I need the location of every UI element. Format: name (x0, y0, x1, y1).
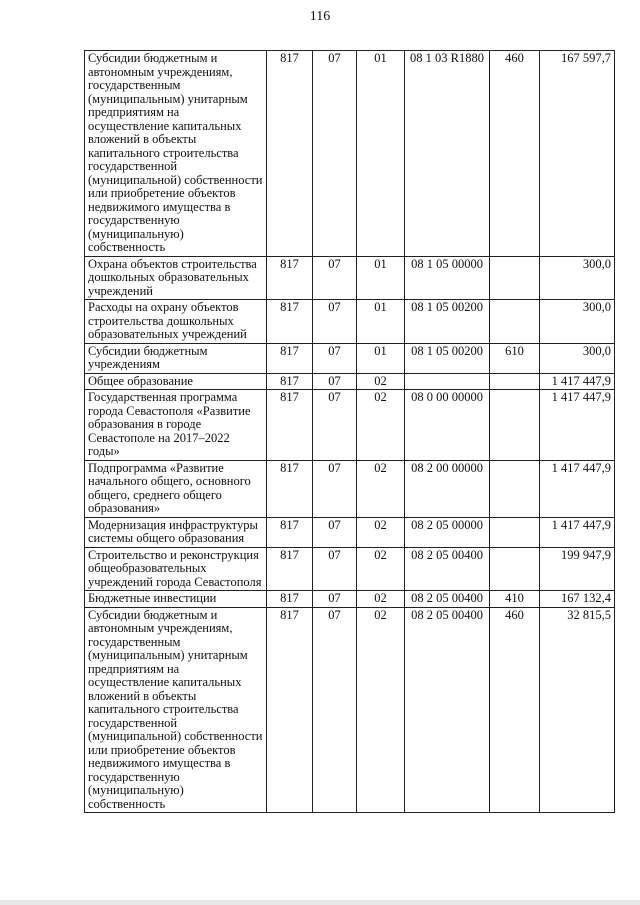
cell-target-article: 08 2 05 00000 (405, 517, 490, 547)
page-number: 116 (309, 9, 331, 24)
cell-ministry-code: 817 (267, 300, 313, 344)
cell-expense-type (490, 373, 540, 390)
cell-ministry-code: 817 (267, 390, 313, 461)
cell-expense-type (490, 300, 540, 344)
table-row (85, 256, 615, 300)
cell-amount: 1 417 447,9 (540, 517, 615, 547)
cell-expense-type: 410 (490, 591, 540, 608)
cell-section-code: 07 (313, 591, 357, 608)
cell-section-code: 07 (313, 517, 357, 547)
table-row (85, 343, 615, 373)
cell-amount: 199 947,9 (540, 547, 615, 591)
cell-subsection-code: 02 (357, 390, 405, 461)
cell-name: Субсидии бюджетным и автономным учреждениям, государственным (муниципальным) унитарным предприятиям на осуществление капитальных вложений в объекты капитального строительства государственной (муниципальной) собственности или приобретение объектов недвижимого имущества в государственную (муниципальную) собственность (85, 607, 267, 813)
cell-amount: 1 417 447,9 (540, 390, 615, 461)
scan-bottom-edge (0, 900, 640, 905)
table-row (85, 607, 615, 813)
budget-table (84, 50, 615, 813)
cell-ministry-code: 817 (267, 373, 313, 390)
cell-name: Охрана объектов строительства дошкольных образовательных учреждений (85, 256, 267, 300)
table-row (85, 300, 615, 344)
cell-ministry-code: 817 (267, 547, 313, 591)
cell-expense-type (490, 256, 540, 300)
cell-target-article: 08 2 05 00400 (405, 591, 490, 608)
cell-amount: 32 815,5 (540, 607, 615, 813)
cell-expense-type: 460 (490, 51, 540, 257)
cell-name: Расходы на охрану объектов строительства дошкольных образовательных учреждений (85, 300, 267, 344)
cell-expense-type: 460 (490, 607, 540, 813)
cell-amount: 1 417 447,9 (540, 460, 615, 517)
cell-section-code: 07 (313, 547, 357, 591)
cell-target-article: 08 0 00 00000 (405, 390, 490, 461)
cell-amount: 300,0 (540, 300, 615, 344)
cell-subsection-code: 01 (357, 343, 405, 373)
cell-ministry-code: 817 (267, 460, 313, 517)
cell-section-code: 07 (313, 390, 357, 461)
cell-name: Строительство и реконструкция общеобразовательных учреждений города Севастополя (85, 547, 267, 591)
cell-target-article: 08 1 05 00200 (405, 343, 490, 373)
cell-amount: 300,0 (540, 343, 615, 373)
cell-ministry-code: 817 (267, 607, 313, 813)
table-row (85, 460, 615, 517)
cell-subsection-code: 01 (357, 300, 405, 344)
cell-name: Модернизация инфраструктуры системы общего образования (85, 517, 267, 547)
cell-expense-type (490, 460, 540, 517)
cell-subsection-code: 02 (357, 373, 405, 390)
cell-ministry-code: 817 (267, 591, 313, 608)
cell-name: Бюджетные инвестиции (85, 591, 267, 608)
cell-name: Подпрограмма «Развитие начального общего, основного общего, среднего общего образования» (85, 460, 267, 517)
cell-subsection-code: 01 (357, 51, 405, 257)
cell-amount: 167 132,4 (540, 591, 615, 608)
cell-section-code: 07 (313, 373, 357, 390)
cell-section-code: 07 (313, 460, 357, 517)
cell-name: Субсидии бюджетным учреждениям (85, 343, 267, 373)
cell-section-code: 07 (313, 51, 357, 257)
cell-expense-type (490, 517, 540, 547)
cell-ministry-code: 817 (267, 51, 313, 257)
cell-subsection-code: 02 (357, 547, 405, 591)
cell-amount: 1 417 447,9 (540, 373, 615, 390)
cell-amount: 300,0 (540, 256, 615, 300)
table-row (85, 517, 615, 547)
cell-name: Государственная программа города Севастополя «Развитие образования в городе Севастополе на 2017–2022 годы» (85, 390, 267, 461)
cell-expense-type: 610 (490, 343, 540, 373)
cell-target-article (405, 373, 490, 390)
cell-section-code: 07 (313, 607, 357, 813)
cell-subsection-code: 02 (357, 607, 405, 813)
table-row (85, 390, 615, 461)
cell-name: Общее образование (85, 373, 267, 390)
table-row (85, 547, 615, 591)
cell-ministry-code: 817 (267, 256, 313, 300)
cell-subsection-code: 01 (357, 256, 405, 300)
table-row (85, 591, 615, 608)
cell-target-article: 08 1 03 R1880 (405, 51, 490, 257)
cell-section-code: 07 (313, 256, 357, 300)
cell-ministry-code: 817 (267, 517, 313, 547)
cell-subsection-code: 02 (357, 460, 405, 517)
table-row (85, 373, 615, 390)
cell-target-article: 08 1 05 00000 (405, 256, 490, 300)
cell-subsection-code: 02 (357, 517, 405, 547)
cell-target-article: 08 2 00 00000 (405, 460, 490, 517)
cell-target-article: 08 2 05 00400 (405, 607, 490, 813)
cell-name: Субсидии бюджетным и автономным учреждениям, государственным (муниципальным) унитарным предприятиям на осуществление капитальных вложений в объекты капитального строительства государственной (муниципальной) собственности или приобретение объектов недвижимого имущества в государственную (муниципальную) собственность (85, 51, 267, 257)
budget-table-body (85, 51, 615, 813)
cell-section-code: 07 (313, 300, 357, 344)
cell-expense-type (490, 390, 540, 461)
cell-ministry-code: 817 (267, 343, 313, 373)
cell-section-code: 07 (313, 343, 357, 373)
cell-expense-type (490, 547, 540, 591)
cell-subsection-code: 02 (357, 591, 405, 608)
cell-amount: 167 597,7 (540, 51, 615, 257)
cell-target-article: 08 2 05 00400 (405, 547, 490, 591)
table-row (85, 51, 615, 257)
cell-target-article: 08 1 05 00200 (405, 300, 490, 344)
